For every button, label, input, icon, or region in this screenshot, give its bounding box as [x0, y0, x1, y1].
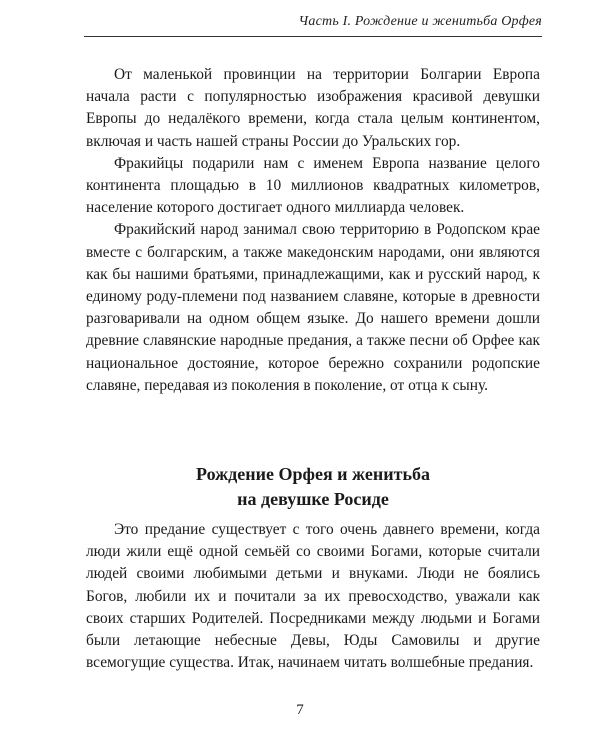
paragraph: Фракийцы подарили нам с именем Европа название целого континента площадью в 10 миллионов квадратных километров, население которого достигает одного миллиарда человек.: [86, 154, 540, 217]
paragraph: От маленькой провинции на территории Болгарии Европа начала расти с популярностью изображения красивой девушки Европы до недалёкого времени, когда стала целым континентом, включая и часть нашей страны России до Уральских гор.: [86, 66, 540, 150]
section-heading: [86, 462, 540, 512]
paragraph: Фракийский народ занимал свою территорию в Родопском крае вместе с болгарским, а также македонским народами, они являются как бы нашими братьями, принадлежащими, как и русский народ, к единому роду-племени под названием славяне, которые в древности разговаривали на одном общем языке. До нашего времени дошли древние славянские народные предания, а также песни об Орфее как национальное достояние, которое бережно сохранили родопские славяне, передавая из поколения в поколение, от отца к сыну.: [86, 221, 540, 394]
header-rule: [84, 36, 542, 37]
running-header: Часть I. Рождение и женитьба Орфея: [298, 14, 542, 29]
page-number: 7: [296, 702, 304, 718]
paragraph: Это предание существует с того очень давнего времени, когда люди жили ещё одной семьёй со своими Богами, которые считали людей своими любимыми детьми и внуками. Люди не боялись Богов, любили их и почитали за их превосходство, уважали как своих старших Родителей. Посредниками между людьми и Богами были летающие небесные Девы, Юды Самовилы и другие всемогущие существа. Итак, начинаем читать волшебные предания.: [86, 521, 540, 672]
section-heading-line: на девушке Росиде: [237, 489, 389, 509]
intro-text: [86, 64, 540, 397]
section-text: [86, 519, 540, 674]
section-heading-line: Рождение Орфея и женитьба: [196, 464, 430, 484]
